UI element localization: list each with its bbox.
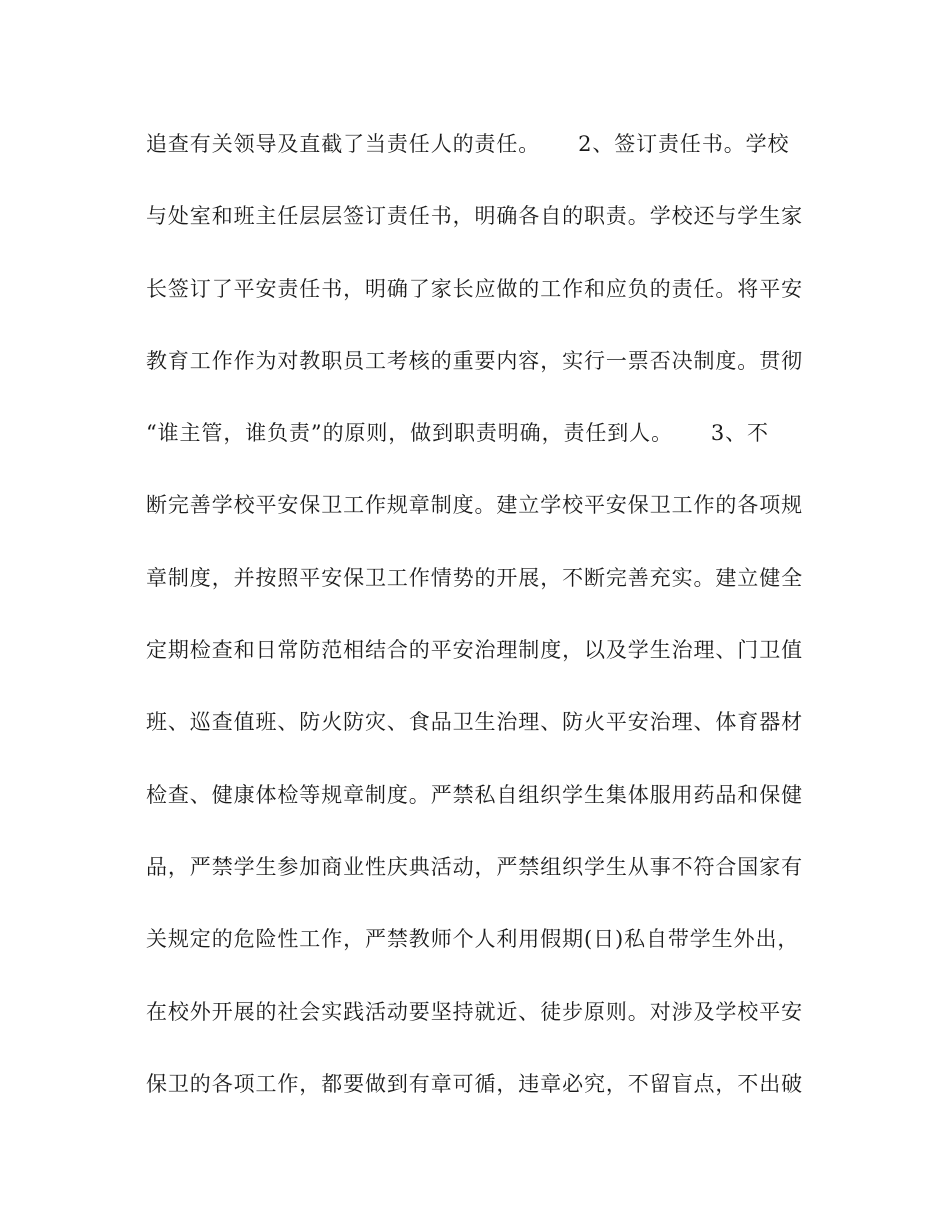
text-line: 保卫的各项工作，都要做到有章可循，违章必究，不留盲点，不出破 (146, 1071, 803, 1096)
text-line: 关规定的危险性工作，严禁教师个人利用假期(日)私自带学生外出， (146, 927, 800, 952)
text-line: 长签订了平安责任书，明确了家长应做的工作和应负的责任。将平安 (146, 276, 803, 301)
text-line: 班、巡查值班、防火防灾、食品卫生治理、防火平安治理、体育器材 (146, 710, 803, 735)
text-line: 章制度，并按照平安保卫工作情势的开展，不断完善充实。建立健全 (146, 565, 803, 590)
text-line: 检查、健康体检等规章制度。严禁私自组织学生集体服用药品和保健 (146, 782, 803, 807)
text-line: 品，严禁学生参加商业性庆典活动，严禁组织学生从事不符合国家有 (146, 854, 803, 879)
text-line: 追查有关领导及直截了当责任人的责任。 2、签订责任书。学校 (146, 132, 790, 156)
text-line: 教育工作作为对教职员工考核的重要内容，实行一票否决制度。贯彻 (146, 348, 803, 373)
text-line: 在校外开展的社会实践活动要坚持就近、徒步原则。对涉及学校平安 (146, 999, 803, 1024)
text-line: “谁主管，谁负责”的原则，做到职责明确，责任到人。 3、不 (146, 421, 769, 446)
text-line: 与处室和班主任层层签订责任书，明确各自的职责。学校还与学生家 (146, 204, 803, 229)
body-text (146, 124, 806, 1136)
text-line: 定期检查和日常防范相结合的平安治理制度，以及学生治理、门卫值 (146, 638, 803, 663)
text-line: 断完善学校平安保卫工作规章制度。建立学校平安保卫工作的各项规 (146, 493, 803, 518)
